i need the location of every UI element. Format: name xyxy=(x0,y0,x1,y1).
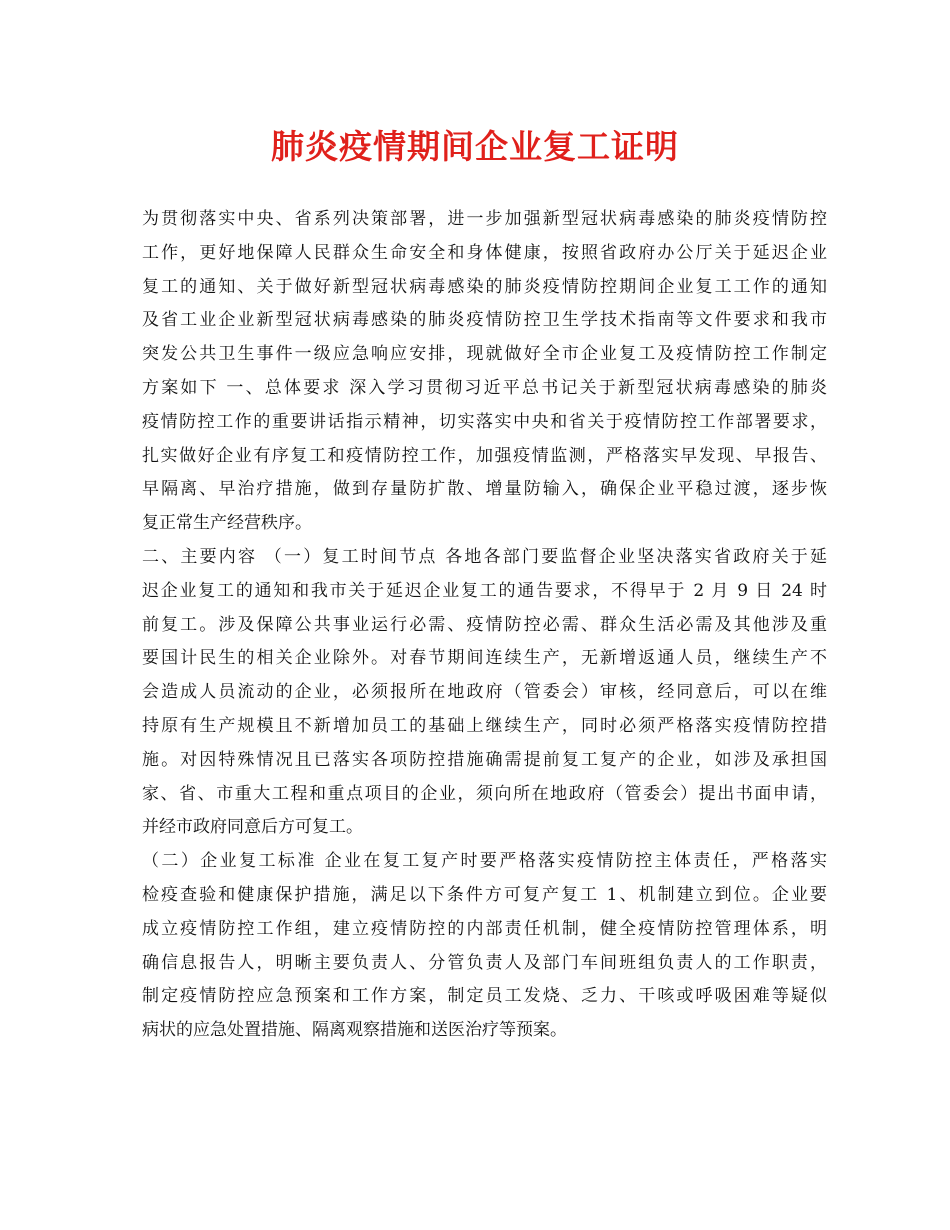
body-line: 并经市政府同意后方可复工。 xyxy=(142,817,363,838)
body-line: 前复工。涉及保障公共事业运行必需、疫情防控必需、群众生活必需及其他涉及重 xyxy=(142,614,827,635)
body-line: 成立疫情防控工作组，建立疫情防控的内部责任机制，健全疫情防控管理体系，明 xyxy=(142,918,827,939)
document-title: 肺炎疫情期间企业复工证明 xyxy=(271,127,679,166)
body-line: 确信息报告人，明晰主要负责人、分管负责人及部门车间班组负责人的工作职责， xyxy=(142,952,827,973)
body-line: 检疫查验和健康保护措施，满足以下条件方可复产复工 1、机制建立到位。企业要 xyxy=(142,884,827,905)
body-line: 制定疫情防控应急预案和工作方案，制定员工发烧、乏力、干咳或呼吸困难等疑似 xyxy=(142,986,827,1007)
body-line: 会造成人员流动的企业，必须报所在地政府（管委会）审核，经同意后，可以在维 xyxy=(142,682,827,703)
body-line: 迟企业复工的通知和我市关于延迟企业复工的通告要求，不得早于 2 月 9 日 24 时 xyxy=(142,580,827,601)
body-line: 要国计民生的相关企业除外。对春节期间连续生产，无新增返通人员，继续生产不 xyxy=(142,648,827,669)
body-line: 为贯彻落实中央、省系列决策部署，进一步加强新型冠状病毒感染的肺炎疫情防控 xyxy=(142,209,827,229)
body-line: 家、省、市重大工程和重点项目的企业，须向所在地政府（管委会）提出书面申请， xyxy=(142,783,827,804)
body-line: 病状的应急处置措施、隔离观察措施和送医治疗等预案。 xyxy=(142,1020,567,1041)
body-line: 方案如下 一、总体要求 深入学习贯彻习近平总书记关于新型冠状病毒感染的肺炎 xyxy=(142,377,827,398)
body-line: 突发公共卫生事件一级应急响应安排，现就做好全市企业复工及疫情防控工作制定 xyxy=(142,344,827,365)
body-line: （二）企业复工标准 企业在复工复产时要严格落实疫情防控主体责任，严格落实 xyxy=(142,851,827,872)
body-line: 施。对因特殊情况且已落实各项防控措施确需提前复工复产的企业，如涉及承担国 xyxy=(142,749,827,770)
body-line: 持原有生产规模且不新增加员工的基础上继续生产，同时必须严格落实疫情防控措 xyxy=(142,715,827,736)
body-line: 早隔离、早治疗措施，做到存量防扩散、增量防输入，确保企业平稳过渡，逐步恢 xyxy=(142,479,827,500)
document-body xyxy=(142,203,827,1048)
body-line: 复正常生产经营秩序。 xyxy=(142,513,312,534)
body-line: 疫情防控工作的重要讲话指示精神，切实落实中央和省关于疫情防控工作部署要求， xyxy=(142,411,827,432)
body-line: 二、主要内容 （一）复工时间节点 各地各部门要监督企业坚决落实省政府关于延 xyxy=(142,546,827,567)
body-line: 复工的通知、关于做好新型冠状病毒感染的肺炎疫情防控期间企业复工工作的通知 xyxy=(142,276,827,297)
body-line: 工作，更好地保障人民群众生命安全和身体健康，按照省政府办公厅关于延迟企业 xyxy=(142,242,827,263)
body-line: 扎实做好企业有序复工和疫情防控工作，加强疫情监测，严格落实早发现、早报告、 xyxy=(142,445,827,466)
body-line: 及省工业企业新型冠状病毒感染的肺炎疫情防控卫生学技术指南等文件要求和我市 xyxy=(142,310,827,331)
